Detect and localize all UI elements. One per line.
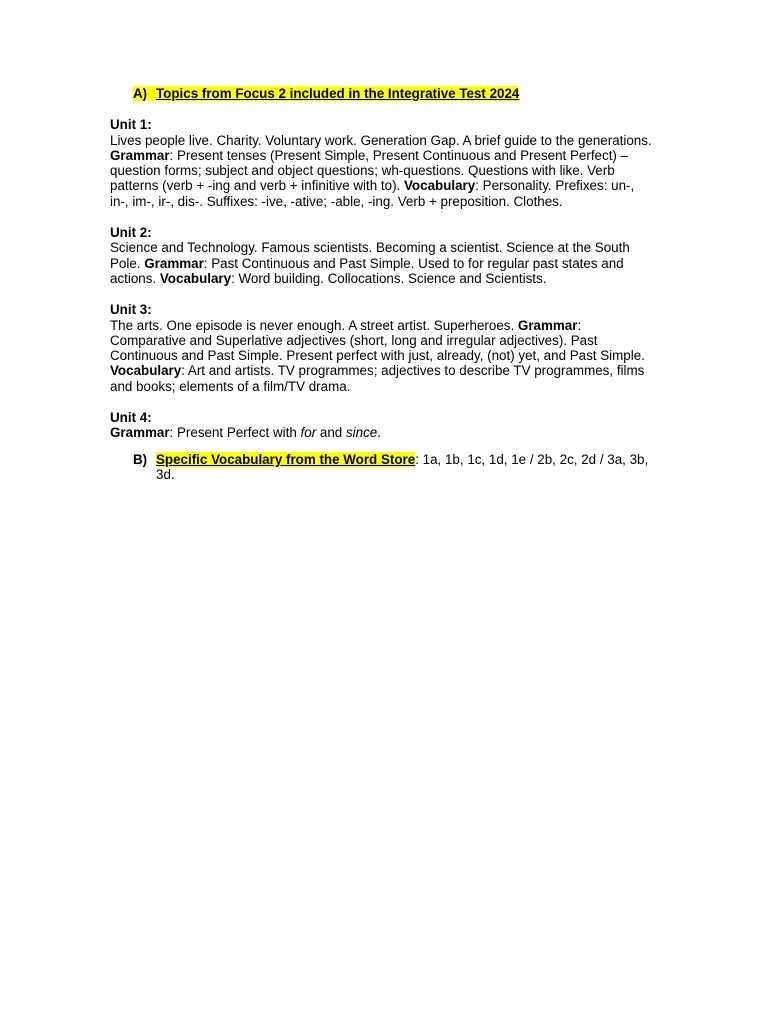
section-a-marker: A) xyxy=(133,86,156,101)
section-a-title: Topics from Focus 2 included in the Integrative Test 2024 xyxy=(156,86,520,101)
section-b xyxy=(133,452,655,483)
section-b-title: Specific Vocabulary from the Word Store xyxy=(156,451,416,467)
unit-4-title: Unit 4: xyxy=(110,410,152,426)
document-page xyxy=(110,86,655,482)
section-b-text: : 1a, 1b, 1c, 1d, 1e / 2b, 2c, 2d / 3a, 3b, 3d. xyxy=(156,451,649,482)
unit-2-block xyxy=(110,225,655,286)
unit-3-grammar-text: : Comparative and Superlative adjectives (short, long and irregular adjectives). Past Continuous and Past Simple. Present perfect with just, already, (not) yet, and Past Simple. xyxy=(110,317,645,364)
unit-4-italic-for: for xyxy=(300,425,317,441)
unit-3-title: Unit 3: xyxy=(110,302,152,318)
section-b-content xyxy=(156,452,655,483)
unit-2-intro: Science and Technology. Famous scientists. Becoming a scientist. Science at the South Pole. xyxy=(110,240,630,271)
unit-2-vocab-label: Vocabulary xyxy=(159,270,232,286)
unit-2-grammar-label: Grammar xyxy=(144,255,204,271)
unit-4-text-and: and xyxy=(316,425,346,441)
section-b-marker: B) xyxy=(133,451,148,467)
unit-3-grammar-label: Grammar xyxy=(517,317,578,333)
unit-1-block xyxy=(110,117,655,209)
unit-4-italic-since: since xyxy=(345,425,378,441)
unit-4-text-before: : Present Perfect with xyxy=(169,425,301,441)
unit-2-body xyxy=(110,240,655,286)
unit-2-vocab-text: : Word building. Collocations. Science and Scientists. xyxy=(231,270,547,286)
section-a-heading xyxy=(133,86,655,101)
unit-3-intro: The arts. One episode is never enough. A street artist. Superheroes. xyxy=(110,317,518,333)
unit-4-body xyxy=(110,425,655,440)
unit-1-body xyxy=(110,133,655,209)
unit-1-vocab-text: : Personality. Prefixes: un-, in-, im-, ir-, dis-. Suffixes: -ive, -ative; -able, -ing. Verb + preposition. Clothes. xyxy=(110,178,635,209)
unit-2-title: Unit 2: xyxy=(110,225,152,241)
unit-3-vocab-text: : Art and artists. TV programmes; adjectives to describe TV programmes, films and books; elements of a film/TV drama. xyxy=(110,363,645,394)
unit-1-grammar-text: : Present tenses (Present Simple, Present Continuous and Present Perfect) – question forms; subject and object questions; wh-questions. Questions with like. Verb patterns (verb + -ing and verb + infinitive with to). xyxy=(110,147,629,194)
unit-1-vocab-label: Vocabulary xyxy=(404,178,476,194)
unit-1-title: Unit 1: xyxy=(110,117,152,133)
unit-1-grammar-label: Grammar xyxy=(110,147,170,163)
unit-3-body xyxy=(110,318,655,394)
unit-4-grammar-label: Grammar xyxy=(110,425,170,441)
unit-4-block xyxy=(110,410,655,441)
unit-1-intro: Lives people live. Charity. Voluntary work. Generation Gap. A brief guide to the generations. xyxy=(110,132,652,148)
unit-2-grammar-text: : Past Continuous and Past Simple. Used to for regular past states and actions. xyxy=(110,255,624,286)
unit-4-text-end: . xyxy=(377,425,381,441)
unit-3-block xyxy=(110,302,655,394)
unit-3-vocab-label: Vocabulary xyxy=(110,363,182,379)
